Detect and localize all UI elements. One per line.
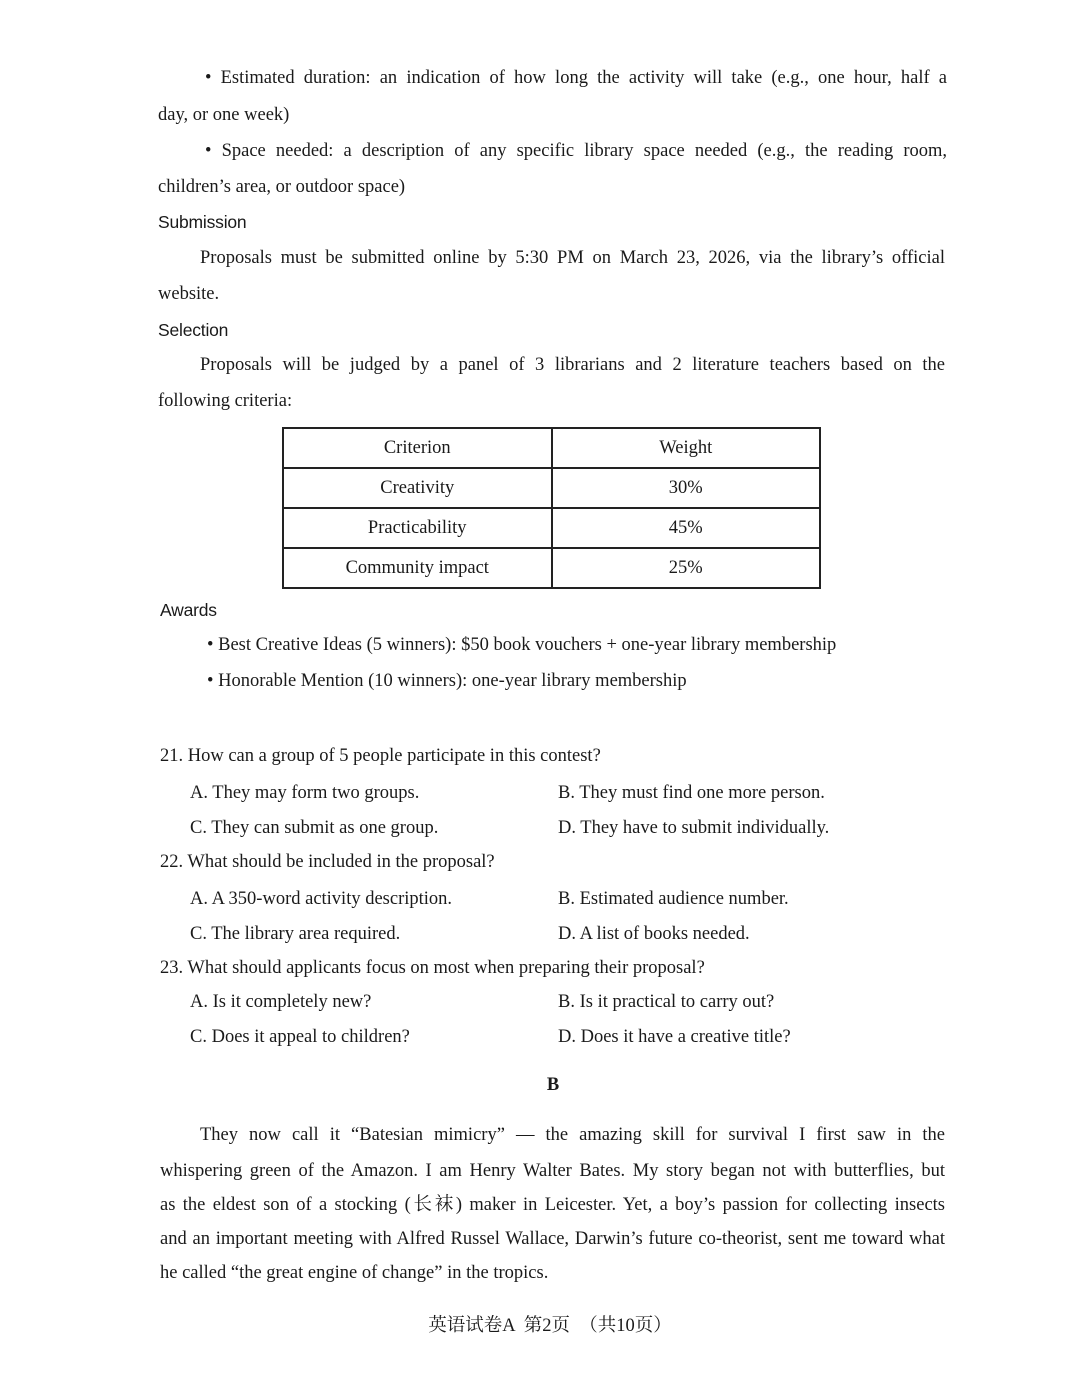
question-23: 23. What should applicants focus on most when preparing their proposal? bbox=[160, 958, 705, 978]
page-footer: 英语试卷A 第2页 （共10页） bbox=[428, 1316, 672, 1336]
question-21: 21. How can a group of 5 people participate in this contest? bbox=[160, 746, 601, 766]
award-item: • Best Creative Ideas (5 winners): $50 book vouchers + one-year library membership bbox=[207, 635, 837, 655]
submission-line1: Proposals must be submitted online by 5:30 PM on March 23, 2026, via the library’s official bbox=[200, 248, 945, 268]
table-cell: 45% bbox=[552, 508, 821, 548]
table-row bbox=[283, 548, 820, 588]
option-21c: C. They can submit as one group. bbox=[190, 818, 439, 838]
selection-line1: Proposals will be judged by a panel of 3 librarians and 2 literature teachers based on the bbox=[200, 355, 945, 375]
passage-line: whispering green of the Amazon. I am Henry Walter Bates. My story began not with butterflies, but bbox=[160, 1161, 945, 1181]
passage-line: he called “the great engine of change” in the tropics. bbox=[160, 1263, 549, 1283]
table-cell: 30% bbox=[552, 468, 821, 508]
table-header-row bbox=[283, 428, 820, 468]
criteria-table bbox=[282, 427, 821, 589]
passage-line: as the eldest son of a stocking (长袜) maker in Leicester. Yet, a boy’s passion for collecting insects bbox=[160, 1195, 945, 1215]
table-cell: Creativity bbox=[283, 468, 552, 508]
option-23b: B. Is it practical to carry out? bbox=[558, 992, 775, 1012]
bullet-space-line1: • Space needed: a description of any specific library space needed (e.g., the reading room, bbox=[205, 141, 947, 161]
selection-line2: following criteria: bbox=[158, 391, 293, 411]
table-cell: 25% bbox=[552, 548, 821, 588]
submission-heading: Submission bbox=[158, 212, 247, 232]
option-23c: C. Does it appeal to children? bbox=[190, 1027, 410, 1047]
passage-line: They now call it “Batesian mimicry” — the amazing skill for survival I first saw in the bbox=[200, 1125, 945, 1145]
option-23d: D. Does it have a creative title? bbox=[558, 1027, 791, 1047]
option-22c: C. The library area required. bbox=[190, 924, 401, 944]
bullet-space-line2: children’s area, or outdoor space) bbox=[158, 177, 406, 197]
table-cell: Community impact bbox=[283, 548, 552, 588]
bullet-duration-line1: • Estimated duration: an indication of how long the activity will take (e.g., one hour, half a bbox=[205, 68, 947, 88]
section-b-label: B bbox=[546, 1075, 560, 1095]
award-item: • Honorable Mention (10 winners): one-year library membership bbox=[207, 671, 687, 691]
table-cell: Practicability bbox=[283, 508, 552, 548]
question-22: 22. What should be included in the proposal? bbox=[160, 852, 495, 872]
awards-heading: Awards bbox=[160, 600, 217, 620]
option-23a: A. Is it completely new? bbox=[190, 992, 372, 1012]
option-21a: A. They may form two groups. bbox=[190, 783, 420, 803]
table-header: Criterion bbox=[283, 428, 552, 468]
option-21d: D. They have to submit individually. bbox=[558, 818, 830, 838]
option-22b: B. Estimated audience number. bbox=[558, 889, 789, 909]
submission-line2: website. bbox=[158, 284, 220, 304]
option-22d: D. A list of books needed. bbox=[558, 924, 750, 944]
passage-line: and an important meeting with Alfred Russel Wallace, Darwin’s future co-theorist, sent me toward what bbox=[160, 1229, 945, 1249]
table-header: Weight bbox=[552, 428, 821, 468]
table-row bbox=[283, 468, 820, 508]
table-row bbox=[283, 508, 820, 548]
selection-heading: Selection bbox=[158, 320, 229, 340]
option-22a: A. A 350-word activity description. bbox=[190, 889, 453, 909]
option-21b: B. They must find one more person. bbox=[558, 783, 825, 803]
bullet-duration-line2: day, or one week) bbox=[158, 105, 290, 125]
